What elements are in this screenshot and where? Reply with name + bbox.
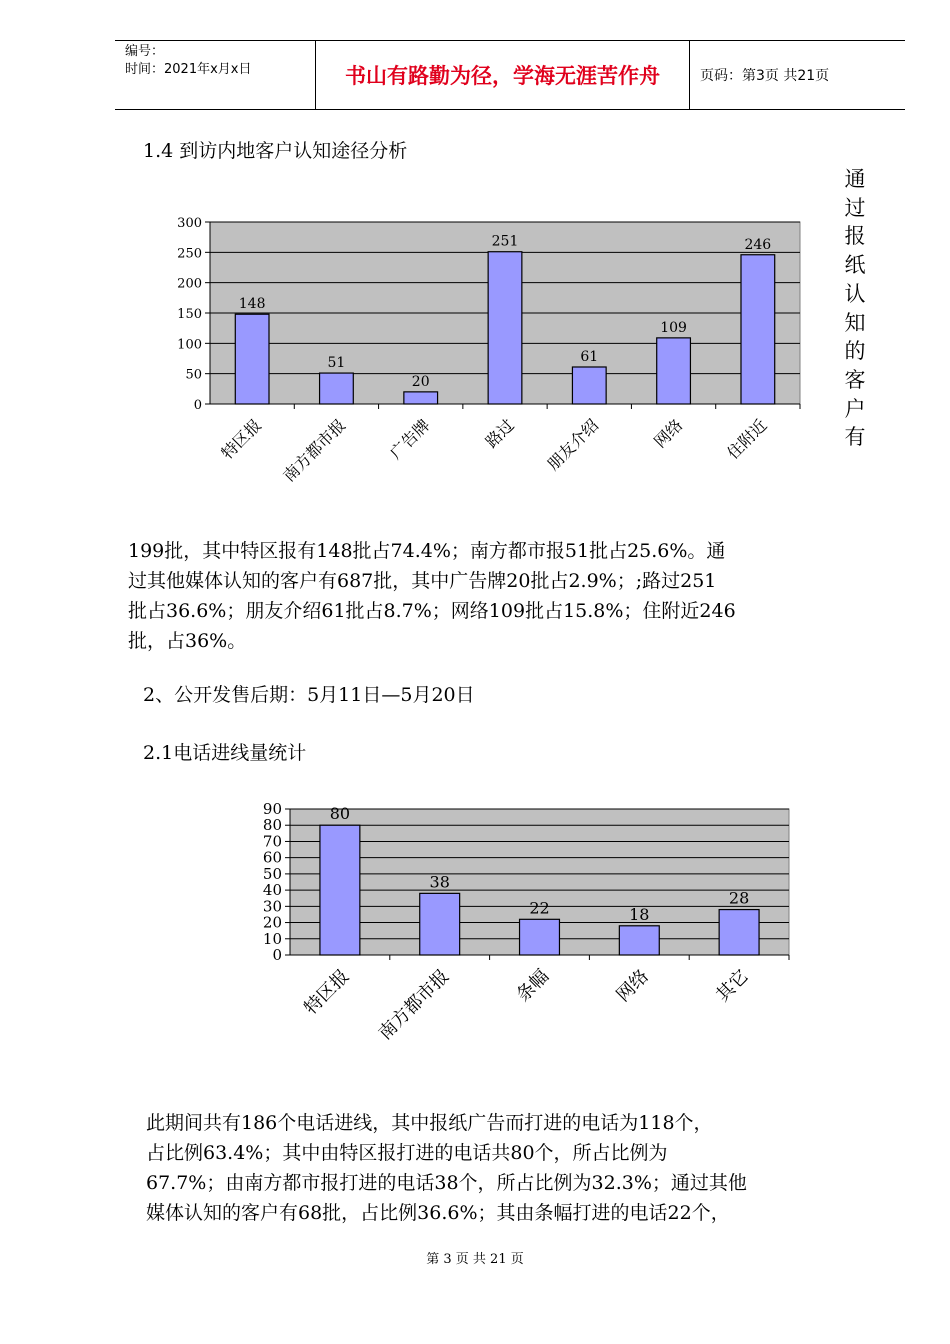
category-label: 南方都市报 (374, 965, 454, 1045)
bar (320, 825, 360, 955)
bar-value-label: 61 (580, 348, 599, 365)
category-label: 路过 (481, 415, 518, 452)
y-tick-label: 50 (262, 864, 282, 883)
page-header (115, 40, 905, 110)
side-char: 户 (844, 396, 866, 421)
y-tick-label: 20 (262, 913, 282, 932)
bar (657, 338, 691, 404)
number-label: 编号： (125, 44, 165, 59)
y-tick-label: 150 (177, 307, 202, 322)
bar-value-label: 20 (411, 373, 430, 390)
paragraph-line: 67.7%；由南方都市报打进的电话38个，所占比例为32.3%；通过其他 (146, 1172, 747, 1194)
y-tick-label: 90 (262, 800, 282, 818)
side-char: 的 (844, 339, 866, 364)
bar-value-label: 148 (238, 296, 266, 313)
time-label: 时间：2021年x月x日 (125, 62, 252, 77)
y-tick-label: 30 (262, 897, 282, 916)
bar (404, 392, 438, 404)
category-label: 住附近 (723, 415, 771, 463)
side-vertical-text (840, 165, 870, 452)
bar-value-label: 109 (660, 319, 687, 336)
y-tick-label: 250 (177, 246, 202, 262)
y-tick-label: 200 (177, 276, 202, 292)
bar (520, 919, 560, 955)
y-tick-label: 0 (272, 946, 282, 964)
section-title: 1.4 到访内地客户认知途径分析 (143, 140, 408, 162)
page-footer: 第 3 页 共 21 页 (426, 1252, 524, 1267)
page-label: 页码：第3页 共21页 (700, 68, 830, 84)
bar-value-label: 22 (529, 898, 550, 918)
paragraph-line: 过其他媒体认知的客户有687批，其中广告牌20批占2.9%；;路过251 (128, 570, 717, 592)
bar-value-label: 80 (329, 804, 351, 824)
bar (420, 893, 460, 955)
bar (741, 255, 775, 404)
side-char: 通 (844, 167, 866, 191)
y-tick-label: 70 (262, 832, 282, 851)
bar (572, 367, 606, 404)
bar-value-label: 38 (429, 872, 450, 892)
bar (619, 926, 659, 955)
side-char: 知 (844, 310, 866, 335)
y-tick-label: 100 (177, 337, 202, 353)
paragraph-line: 占比例63.4%；其中由特区报打进的电话共80个，所占比例为 (146, 1142, 668, 1164)
bar-value-label: 246 (744, 236, 772, 253)
category-label: 特区报 (300, 965, 354, 1019)
paragraph-line: 此期间共有186个电话进线，其中报纸广告而打进的电话为118个， (146, 1112, 713, 1134)
category-label: 南方都市报 (279, 415, 350, 486)
paragraph-line: 媒体认知的客户有68批，占比例36.6%；其由条幅打进的电话22个， (146, 1202, 730, 1224)
y-tick-label: 10 (262, 929, 282, 948)
paragraph-line: 199批，其中特区报有148批占74.4%；南方都市报51批占25.6%。通 (128, 540, 726, 562)
bar (320, 373, 354, 404)
category-label: 网络 (612, 965, 653, 1006)
side-char: 纸 (844, 253, 866, 278)
chart-phone-calls (240, 790, 810, 1080)
y-tick-label: 80 (262, 816, 282, 835)
section-title: 2、公开发售后期：5月11日—5月20日 (143, 684, 475, 706)
header-motto: 书山有路勤为径，学海无涯苦作舟 (345, 64, 660, 88)
category-label: 特区报 (217, 415, 265, 463)
paragraph-line: 批占36.6%；朋友介绍61批占8.7%；网络109批占15.8%；住附近246 (128, 600, 736, 622)
y-tick-label: 50 (185, 367, 202, 383)
y-tick-label: 60 (262, 848, 282, 867)
category-label: 网络 (650, 415, 687, 452)
bar-value-label: 28 (728, 888, 750, 908)
side-char: 认 (844, 281, 866, 306)
section-title: 2.1电话进线量统计 (143, 742, 307, 764)
bar (719, 910, 759, 955)
side-char: 报 (844, 224, 866, 249)
y-tick-label: 300 (177, 216, 202, 231)
bar (488, 252, 522, 404)
header-divider (689, 41, 690, 109)
category-label: 其它 (712, 965, 753, 1006)
side-char: 客 (844, 367, 866, 392)
header-meta (115, 41, 315, 109)
y-tick-label: 0 (193, 398, 202, 413)
paragraph-line: 批，占36%。 (128, 630, 247, 652)
category-label: 条幅 (512, 965, 554, 1006)
chart-awareness-channels (160, 200, 840, 500)
bar (235, 314, 269, 404)
bar-value-label: 18 (629, 904, 650, 924)
side-char: 有 (844, 425, 866, 450)
bar-value-label: 251 (491, 233, 519, 250)
y-tick-label: 40 (262, 881, 282, 900)
paragraph-phone-calls (146, 1108, 886, 1228)
bar-value-label: 51 (327, 355, 346, 372)
category-label: 朋友介绍 (543, 415, 603, 475)
side-char: 过 (844, 195, 866, 220)
category-label: 广告牌 (386, 415, 434, 463)
paragraph-awareness (128, 536, 878, 656)
